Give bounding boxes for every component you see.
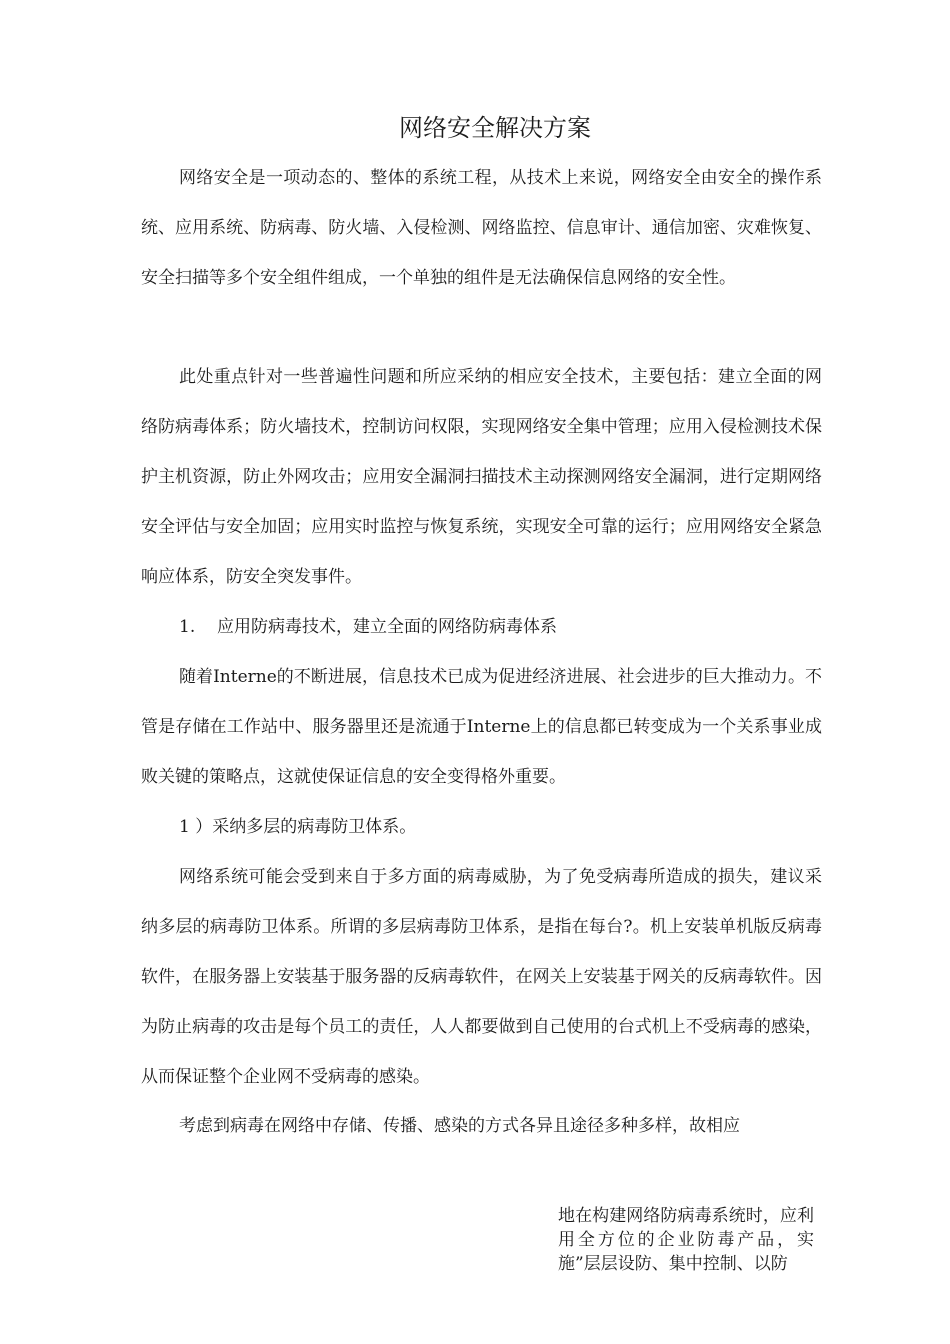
section-heading [179,602,557,652]
paragraph-intro: 网络安全是一项动态的、整体的系统工程，从技术上来说，网络安全由安全的操作系统、应用系统、防病毒、防火墙、入侵检测、网络监控、信息审计、通信加密、灾难恢复、安全扫描等多个安全组件组成，一个单独的组件是无法确保信息网络的安全性。 [141,168,822,288]
section-heading-text: 应用防病毒技术，建立全面的网络防病毒体系 [217,617,557,637]
paragraph-overview: 此处重点针对一些普遍性问题和所应采纳的相应安全技术，主要包括：建立全面的网络防病毒体系；防火墙技术，控制访问权限，实现网络安全集中管理；应用入侵检测技术保护主机资源，防止外网攻击；应用安全漏洞扫描技术主动探测网络安全漏洞，进行定期网络安全评估与安全加固；应用实时监控与恢复系统，实现安全可靠的运行；应用网络安全紧急响应体系，防安全突发事件。 [141,367,822,587]
text-box: 地在构建网络防病毒系统时，应利用全方位的企业防毒产品，实施”层层设防、集中控制、以防 [558,1206,814,1274]
section-number: 1. [179,617,196,637]
paragraph-defense: 网络系统可能会受到来自于多方面的病毒威胁，为了免受病毒所造成的损失，建议采纳多层的病毒防卫体系。所谓的多层病毒防卫体系，是指在每台?。机上安装单机版反病毒软件，在服务器上安装基于服务器的反病毒软件，在网关上安装基于网关的反病毒软件。因为防止病毒的攻击是每个员工的责任，人人都要做到自己使用的台式机上不受病毒的感染，从而保证整个企业网不受病毒的感染。 [141,867,822,1087]
subsection-heading: 1 ）采纳多层的病毒防卫体系。 [179,817,417,837]
paragraph-internet: 随着Interne的不断进展，信息技术已成为促进经济进展、社会进步的巨大推动力。不管是存储在工作站中、服务器里还是流通于Interne上的信息都已转变成为一个关系事业成败关键的策略点，这就使保证信息的安全变得格外重要。 [141,667,822,787]
paragraph-consider: 考虑到病毒在网络中存储、传播、感染的方式各异且途径多种多样，故相应 [179,1116,740,1136]
document-title: 网络安全解决方案 [399,114,591,142]
